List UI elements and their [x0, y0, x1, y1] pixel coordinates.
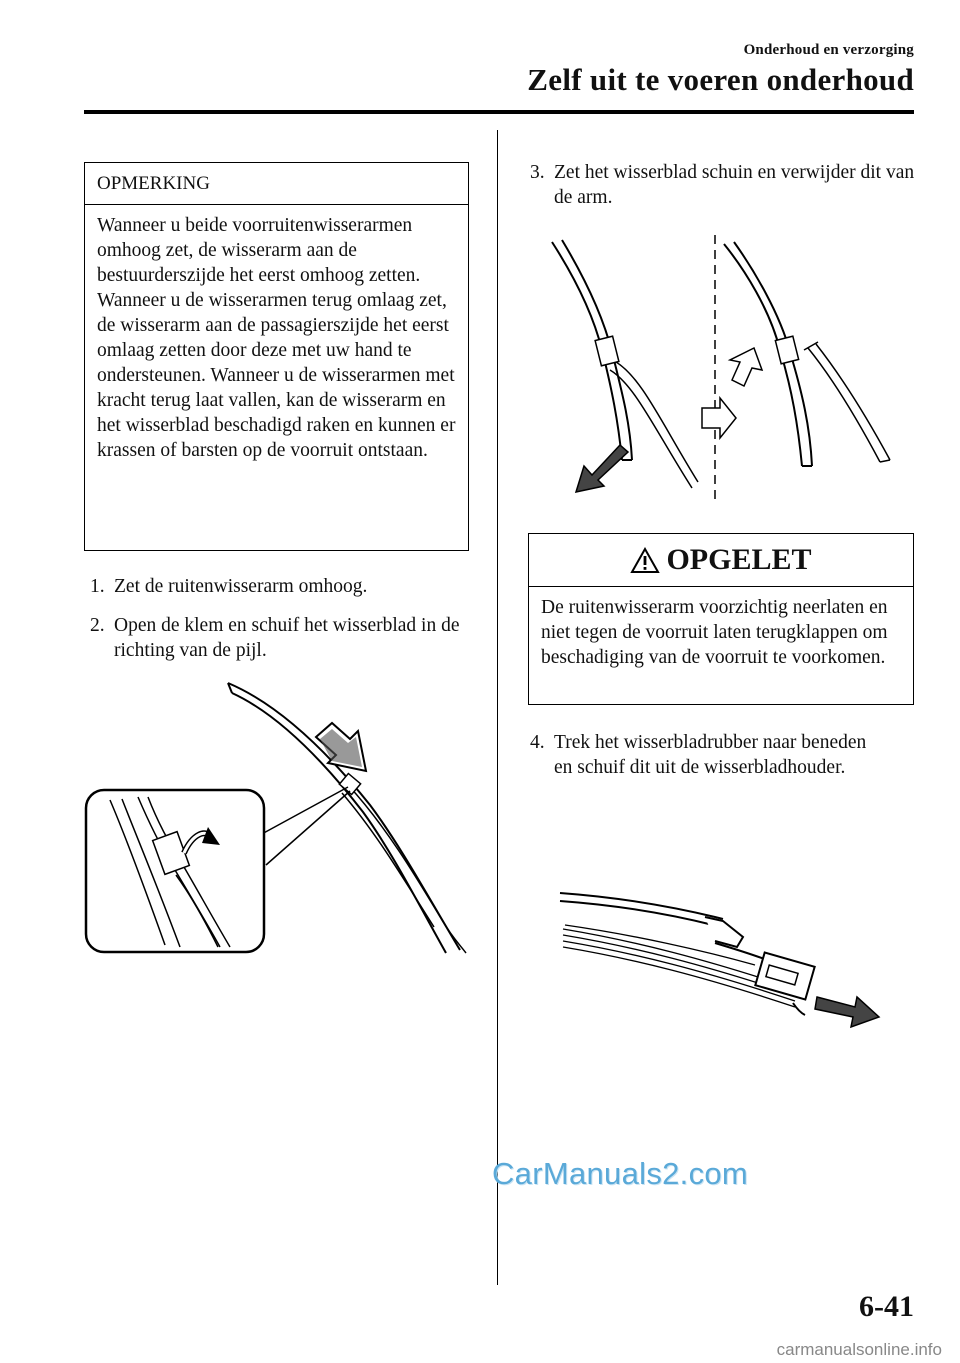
column-divider	[497, 130, 498, 1285]
footer-watermark: carmanualsonline.info	[776, 1340, 942, 1359]
warning-triangle-icon	[630, 547, 660, 574]
step-text: Zet de ruitenwisserarm omhoog.	[114, 576, 368, 597]
header-rule	[84, 110, 914, 114]
step-number: 3.	[530, 162, 545, 183]
caution-text: De ruitenwisserarm voorzichtig neerlaten en niet tegen de voorruit laten terugklappen om beschadiging van de voorruit te voorkomen.	[541, 597, 888, 668]
step-2	[90, 613, 470, 663]
page-title: Zelf uit te voeren onderhoud	[527, 62, 914, 97]
step-text: Open de klem en schuif het wisserblad in de richting van de pijl.	[114, 615, 460, 661]
caution-box	[528, 533, 914, 705]
note-heading: OPMERKING	[85, 163, 468, 205]
note-text: Wanneer u beide voorruitenwisserarmen omhoog zet, de wisserarm aan de bestuurderszijde het eerst omhoog zetten. Wanneer u de wisserarmen terug omlaag zet, de wisserarm aan de passagierszijde het eerst omlaag zetten door deze met uw hand te ondersteunen. Wanneer u de wisserarmen met kracht terug laat vallen, kan de wisserarm en het wisserblad beschadigd raken en kunnen er krassen of barsten op de voorruit ontstaan.	[97, 215, 456, 461]
step-number: 2.	[90, 615, 105, 636]
page-number: 6-41	[859, 1290, 914, 1323]
step-4	[530, 730, 870, 780]
step-number: 4.	[530, 732, 545, 753]
step-1	[90, 574, 470, 599]
wiper-clip-illustration	[80, 675, 480, 965]
note-box	[84, 162, 469, 551]
step-text: Trek het wisserbladrubber naar beneden en schuif dit uit de wisserbladhouder.	[554, 732, 867, 778]
rubber-removal-illustration	[555, 885, 890, 1030]
step-number: 1.	[90, 576, 105, 597]
watermark-text: CarManuals2.com	[492, 1156, 749, 1191]
caution-heading: OPGELET	[666, 543, 812, 576]
section-label: Onderhoud en verzorging	[743, 42, 914, 58]
blade-removal-illustration	[540, 230, 910, 505]
caution-heading-row	[529, 534, 913, 587]
step-text: Zet het wisserblad schuin en verwijder dit van de arm.	[554, 162, 915, 208]
step-3	[530, 160, 915, 210]
